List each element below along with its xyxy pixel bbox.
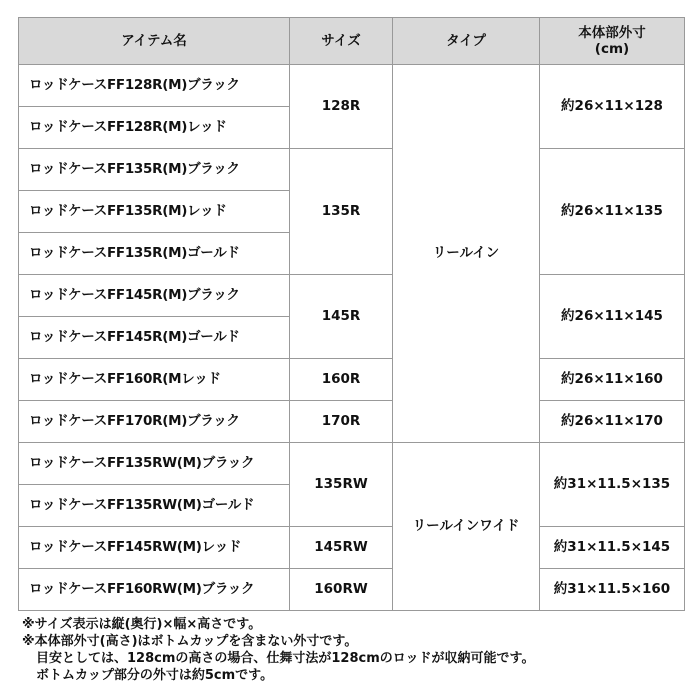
item-name-cell: ロッドケースFF160R(Mレッド: [19, 359, 290, 401]
table-row: [19, 443, 685, 485]
footnote-height-excludes-cup: ※本体部外寸(高さ)はボトムカップを含まない外寸です。: [22, 634, 358, 649]
header-item-name: アイテム名: [19, 18, 290, 65]
size-cell: 135RW: [290, 443, 393, 527]
dims-cell: 約26×11×135: [540, 149, 685, 275]
header-body-dims-line2: (cm): [594, 41, 630, 57]
item-name-cell: ロッドケースFF135R(M)ゴールド: [19, 233, 290, 275]
dims-cell: 約31×11.5×160: [540, 569, 685, 611]
table-row: [19, 527, 685, 569]
size-cell: 135R: [290, 149, 393, 275]
table-row: [19, 275, 685, 317]
item-name-cell: ロッドケースFF160RW(M)ブラック: [19, 569, 290, 611]
dims-cell: 約26×11×170: [540, 401, 685, 443]
spec-table: [18, 17, 685, 611]
item-name-cell: ロッドケースFF145R(M)ゴールド: [19, 317, 290, 359]
footnote-example: 目安としては、128cmの高さの場合、仕舞寸法が128cmのロッドが収納可能です。: [36, 651, 535, 666]
footnote-size-format: ※サイズ表示は縦(奥行)×幅×高さです。: [22, 617, 262, 632]
dims-cell: 約31×11.5×135: [540, 443, 685, 527]
size-cell: 128R: [290, 65, 393, 149]
item-name-cell: ロッドケースFF135RW(M)ゴールド: [19, 485, 290, 527]
item-name-cell: ロッドケースFF128R(M)ブラック: [19, 65, 290, 107]
table-row: [19, 569, 685, 611]
dims-cell: 約26×11×160: [540, 359, 685, 401]
header-body-dims-line1: 本体部外寸: [578, 24, 646, 41]
size-cell: 160R: [290, 359, 393, 401]
table-row: [19, 401, 685, 443]
item-name-cell: ロッドケースFF135RW(M)ブラック: [19, 443, 290, 485]
item-name-cell: ロッドケースFF135R(M)ブラック: [19, 149, 290, 191]
header-type: タイプ: [393, 18, 540, 65]
item-name-cell: ロッドケースFF145RW(M)レッド: [19, 527, 290, 569]
dims-cell: 約26×11×128: [540, 65, 685, 149]
dims-cell: 約31×11.5×145: [540, 527, 685, 569]
size-cell: 160RW: [290, 569, 393, 611]
type-cell: リールインワイド: [393, 443, 540, 611]
dims-cell: 約26×11×145: [540, 275, 685, 359]
table-row: [19, 359, 685, 401]
header-body-dims: [540, 18, 685, 65]
size-cell: 145RW: [290, 527, 393, 569]
table-row: [19, 65, 685, 107]
header-row: [19, 18, 685, 65]
type-cell: リールイン: [393, 65, 540, 443]
header-size: サイズ: [290, 18, 393, 65]
size-cell: 145R: [290, 275, 393, 359]
footnotes: [22, 616, 534, 684]
item-name-cell: ロッドケースFF145R(M)ブラック: [19, 275, 290, 317]
table-row: [19, 149, 685, 191]
item-name-cell: ロッドケースFF170R(M)ブラック: [19, 401, 290, 443]
size-cell: 170R: [290, 401, 393, 443]
item-name-cell: ロッドケースFF135R(M)レッド: [19, 191, 290, 233]
footnote-bottom-cup: ボトムカップ部分の外寸は約5cmです。: [36, 668, 274, 683]
item-name-cell: ロッドケースFF128R(M)レッド: [19, 107, 290, 149]
